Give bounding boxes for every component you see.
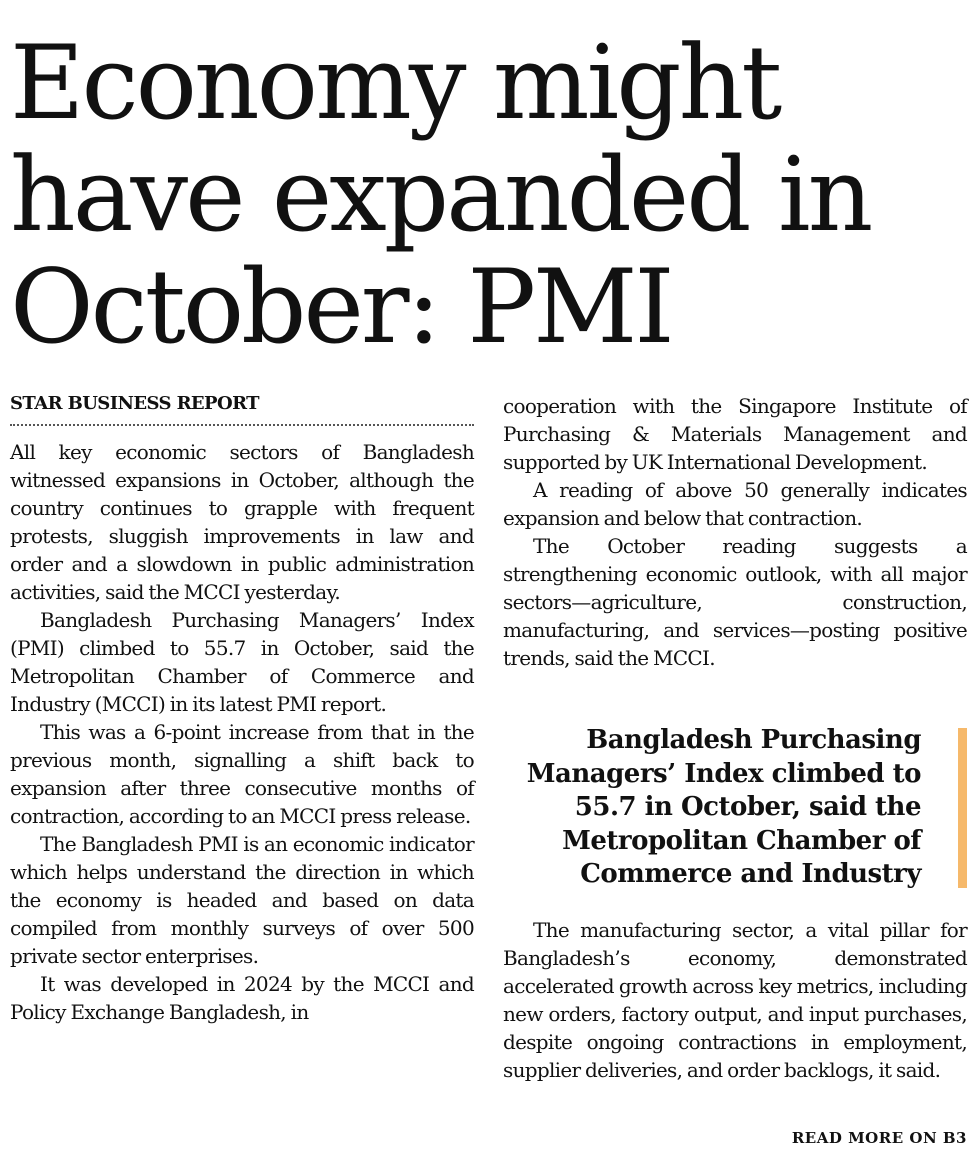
left-column xyxy=(10,392,474,1026)
byline: STAR BUSINESS REPORT xyxy=(10,392,474,426)
right-column xyxy=(503,392,967,672)
pull-quote-text: Bangladesh Purchasing Managers’ Index climbed to 55.7 in October, said the Metropolitan Chamber of Commerce and Industry xyxy=(526,725,921,889)
paragraph: It was developed in 2024 by the MCCI and Policy Exchange Bangladesh, in xyxy=(10,972,474,1024)
paragraph: All key economic sectors of Bangladesh witnessed expansions in October, although the country continues to grapple with frequent protests, sluggish improvements in law and order and a slowdown in public administration activities, said the MCCI yesterday. xyxy=(10,440,474,604)
paragraph: The Bangladesh PMI is an economic indicator which helps understand the direction in which the economy is headed and based on data compiled from monthly surveys of over 500 private sector enterprises. xyxy=(10,832,474,968)
paragraph: This was a 6-point increase from that in the previous month, signalling a shift back to expansion after three consecutive months of contraction, according to an MCCI press release. xyxy=(10,720,474,828)
paragraph: A reading of above 50 generally indicates expansion and below that contraction. xyxy=(503,478,967,530)
pull-quote xyxy=(503,724,967,889)
read-more-jump: READ MORE ON B3 xyxy=(791,1129,967,1147)
pull-quote-accent-bar xyxy=(958,728,967,888)
right-column-continued xyxy=(503,916,967,1084)
paragraph: The manufacturing sector, a vital pillar for Bangladesh’s economy, demonstrated accelerated growth across key metrics, including new orders, factory output, and input purchases, despite ongoing contractions in employment, supplier deliveries, and order backlogs, it said. xyxy=(503,918,967,1082)
paragraph: Bangladesh Purchasing Managers’ Index (PMI) climbed to 55.7 in October, said the Metropolitan Chamber of Commerce and Industry (MCCI) in its latest PMI report. xyxy=(10,608,474,716)
paragraph: cooperation with the Singapore Institute of Purchasing & Materials Management and supported by UK International Development. xyxy=(503,394,967,474)
paragraph: The October reading suggests a strengthening economic outlook, with all major sectors—agriculture, construction, manufacturing, and services—posting positive trends, said the MCCI. xyxy=(503,534,967,670)
headline: Economy might have expanded in October: PMI xyxy=(10,24,871,367)
